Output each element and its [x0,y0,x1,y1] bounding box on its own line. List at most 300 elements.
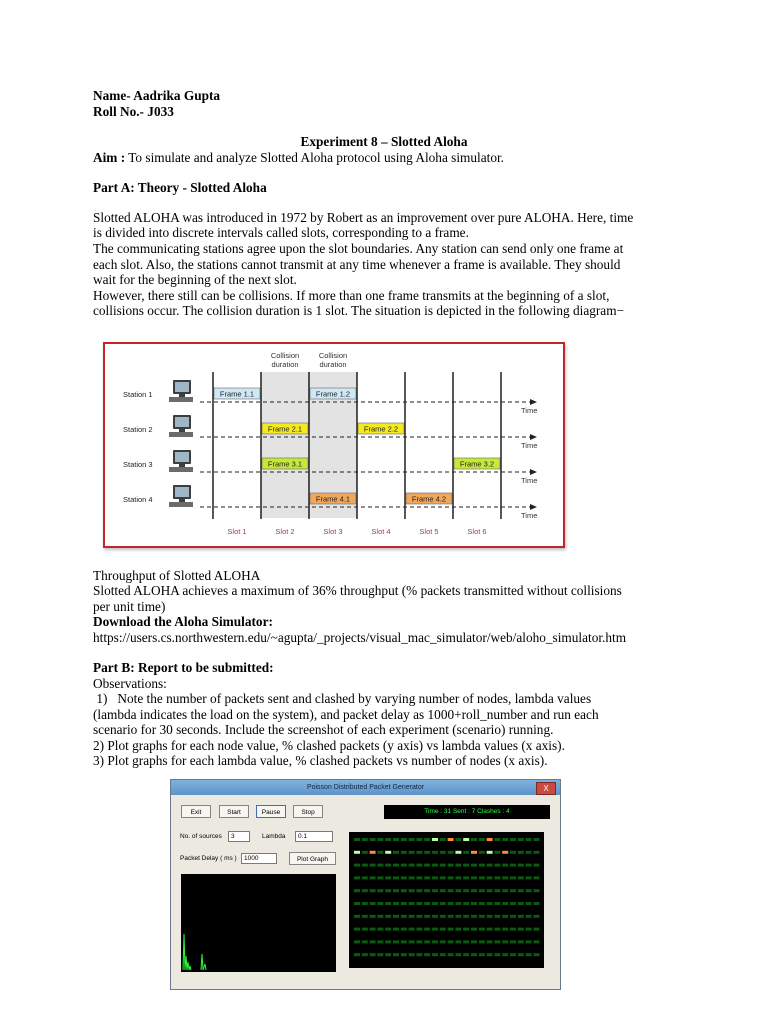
packet-cell [440,940,446,943]
packet-cell [440,876,446,879]
packet-cell [494,940,500,943]
aim-label: Aim : [93,150,126,165]
packet-cell [518,902,524,905]
packet-cell [479,864,485,867]
computer-icon [169,415,193,437]
packet-cell [448,889,454,892]
packet-cell [416,851,422,854]
packet-cell [401,902,407,905]
packet-cell [440,902,446,905]
packet-cell [362,889,368,892]
packet-cell [463,940,469,943]
packet-cell [424,864,430,867]
packet-cell [393,915,399,918]
packet-cell [377,876,383,879]
status-display: Time : 31 Sent : 7 Clashes : 4 [384,805,550,819]
throughput-title: Throughput of Slotted ALOHA [93,568,261,583]
computer-icon [169,485,193,507]
packet-cell [401,889,407,892]
slot-label: Slot 6 [467,527,487,536]
packet-cell [479,902,485,905]
aim-line [93,150,504,165]
stop-button[interactable]: Stop [293,805,323,818]
packet-cell [424,838,430,841]
lambda-input[interactable]: 0.1 [295,831,333,842]
packet-cell [487,953,493,956]
packet-cell [409,915,415,918]
packet-cell [510,876,516,879]
packet-cell [455,851,461,854]
packet-cell [432,915,438,918]
packet-cell [370,902,376,905]
collision-label-1: Collision [270,351,300,360]
packet-cell [401,851,407,854]
instruction-line: scenario for 30 seconds. Include the screenshot of each experiment (scenario) running. [93,722,554,737]
packet-cell [518,940,524,943]
packet-cell [471,902,477,905]
packet-cell [448,915,454,918]
packet-cell [494,889,500,892]
packet-cell [354,940,360,943]
packet-cell [385,838,391,841]
packet-cell [502,864,508,867]
packet-cell [354,838,360,841]
packet-cell [455,928,461,931]
packet-cell [354,864,360,867]
packet-cell [377,864,383,867]
packet-cell [479,915,485,918]
packet-cell [377,851,383,854]
packet-cell [533,838,539,841]
packet-cell [401,876,407,879]
packet-cell [518,889,524,892]
throughput-text: per unit time) [93,599,166,614]
collision-shade-slot2 [261,372,309,518]
packet-cell [502,940,508,943]
packet-cell [354,928,360,931]
packet-cell [409,928,415,931]
packet-cell [370,940,376,943]
packet-cell [471,940,477,943]
packet-cell [455,902,461,905]
theory-line: each slot. Also, the stations cannot transmit at any time whenever a frame is available. They should [93,257,621,272]
packet-cell [518,928,524,931]
packet-cell [526,928,532,931]
packet-cell [487,915,493,918]
packet-cell [385,864,391,867]
packet-cell [432,928,438,931]
packet-cell [463,953,469,956]
packet-cell [416,915,422,918]
delay-label: Packet Delay ( ms ) [180,855,237,862]
packet-cell [354,889,360,892]
experiment-title: Experiment 8 – Slotted Aloha [300,134,468,149]
packet-cell [393,851,399,854]
packet-cell [526,953,532,956]
frame-label: Frame 2.1 [267,424,303,434]
time-label: Time [521,511,538,520]
packet-cell [377,902,383,905]
packet-cell [362,928,368,931]
packet-cell [510,864,516,867]
packet-cell [471,838,477,841]
packet-cell [502,928,508,931]
time-arrows [530,399,537,510]
packet-cell [370,928,376,931]
packet-cell [510,915,516,918]
packet-cell [424,915,430,918]
packet-cell [502,876,508,879]
computer-icon [169,450,193,472]
packet-cell [518,838,524,841]
slot-label: Slot 5 [419,527,439,536]
station-label: Station 3 [123,460,153,469]
packet-cell [533,940,539,943]
packet-cell [502,915,508,918]
slot-label: Slot 3 [323,527,343,536]
packet-cell [526,838,532,841]
packet-cell [463,902,469,905]
packet-cell [455,889,461,892]
packet-cell [448,838,454,841]
frame-label: Frame 2.2 [363,424,399,434]
packet-cell [401,838,407,841]
theory-line: collisions occur. The collision duration is 1 slot. The situation is depicted in the following diagram− [93,303,625,318]
packet-cell [432,953,438,956]
packet-cell [385,902,391,905]
packet-cell [401,953,407,956]
packet-cell [354,915,360,918]
packet-cell [409,864,415,867]
packet-cell [494,928,500,931]
packet-cell [479,889,485,892]
packet-cell [370,851,376,854]
packet-cell [518,915,524,918]
packet-cell [354,953,360,956]
packet-cell [385,876,391,879]
packet-cell [354,851,360,854]
packet-cell [416,902,422,905]
frame-label: Frame 1.1 [219,389,255,399]
packet-cell [533,953,539,956]
part-b-heading: Part B: Report to be submitted: [93,660,274,675]
packet-cell [526,889,532,892]
packet-cell [494,876,500,879]
packet-cell [362,940,368,943]
packet-cell [385,940,391,943]
start-button[interactable]: Start [219,805,249,818]
packet-cell [502,902,508,905]
packet-cell [440,838,446,841]
packet-cell [463,915,469,918]
packet-cell [510,953,516,956]
packet-cell [479,838,485,841]
packet-cell [362,953,368,956]
packet-cell [432,851,438,854]
packet-cell [401,864,407,867]
lambda-label: Lambda [262,833,286,840]
aim-text: To simulate and analyze Slotted Aloha protocol using Aloha simulator. [128,150,504,165]
packet-cell [510,940,516,943]
packet-cell [362,851,368,854]
packet-cell [362,876,368,879]
packet-cell [510,889,516,892]
packet-cell [526,876,532,879]
packet-cell [432,864,438,867]
packet-cell [526,915,532,918]
packet-cell [510,851,516,854]
frame-label: Frame 3.1 [267,459,303,469]
packet-cell [385,915,391,918]
packet-cell [479,940,485,943]
packet-cell [463,928,469,931]
theory-line: However, there still can be collisions. If more than one frame transmits at the beginning of a slot, [93,288,610,303]
slotted-aloha-diagram [103,342,565,548]
packet-cell [409,953,415,956]
packet-cell [377,953,383,956]
packet-cell [455,876,461,879]
packet-cell [518,851,524,854]
packet-cell [471,889,477,892]
packet-cell [401,928,407,931]
frame-label: Frame 4.1 [315,494,351,504]
packet-cell [448,940,454,943]
packet-cell [409,876,415,879]
theory-line: wait for the beginning of the next slot. [93,272,297,287]
packet-cell [440,953,446,956]
packet-cell [455,915,461,918]
packet-cell [440,851,446,854]
packet-cell [471,876,477,879]
packet-cell [393,876,399,879]
packet-cell [494,953,500,956]
packet-cell [401,940,407,943]
packet-cell [533,864,539,867]
packet-cell [502,889,508,892]
packet-cell [377,838,383,841]
sources-label: No. of sources [180,833,222,840]
observations-label: Observations: [93,676,167,691]
packet-cell [487,864,493,867]
packet-cell [393,838,399,841]
packet-cell [393,864,399,867]
packet-cell [487,940,493,943]
packet-cell [370,889,376,892]
packet-cell [424,953,430,956]
packet-cell [463,838,469,841]
collision-label-2: Collision [318,351,348,360]
packet-cell [432,838,438,841]
packet-cell [432,889,438,892]
packet-cell [393,889,399,892]
packet-cell [362,915,368,918]
frame-label: Frame 4.2 [411,494,447,504]
packet-cell [455,864,461,867]
instruction-line: 2) Plot graphs for each node value, % clashed packets (y axis) vs lambda values (x axis). [93,738,565,753]
packet-cell [354,902,360,905]
packet-cell [494,864,500,867]
packet-cell [362,838,368,841]
packet-cell [440,864,446,867]
packet-cell [385,889,391,892]
packet-cell [416,889,422,892]
close-icon[interactable]: X [536,782,556,795]
packet-cell [448,902,454,905]
packet-cell [510,902,516,905]
packet-cell [510,928,516,931]
packet-cell [471,928,477,931]
packet-cell [424,928,430,931]
packet-cell [526,864,532,867]
instruction-line: (lambda indicates the load on the system), and packet delay as 1000+roll_number and run each [93,707,599,722]
packet-cell [377,889,383,892]
packet-cell [385,851,391,854]
packet-cell [510,838,516,841]
roll-number: Roll No.- J033 [93,104,174,119]
packet-cell [401,915,407,918]
frame-label: Frame 1.2 [315,389,351,399]
pause-button[interactable]: Pause [256,805,286,818]
packet-cell [440,928,446,931]
packet-cell [432,940,438,943]
packet-cell [494,838,500,841]
packet-cell [424,902,430,905]
theory-line: The communicating stations agree upon the slot boundaries. Any station can send only one frame at [93,241,624,256]
slot-label: Slot 4 [371,527,391,536]
station-label: Station 2 [123,425,153,434]
packet-cell [448,953,454,956]
packet-cell [416,864,422,867]
packet-cell [409,838,415,841]
packet-cell [533,876,539,879]
packet-cell [479,953,485,956]
packet-cell [370,876,376,879]
packet-cell [440,889,446,892]
packet-cell [448,851,454,854]
packet-cell [479,928,485,931]
station-label: Station 4 [123,495,153,504]
sources-input[interactable]: 3 [228,831,250,842]
simulator-url[interactable]: https://users.cs.northwestern.edu/~agupta/_projects/visual_mac_simulator/web/aloho_simulator.htm [93,630,627,645]
packet-cell [502,953,508,956]
packet-cell [416,838,422,841]
packet-cell [362,902,368,905]
packet-cell [448,864,454,867]
packet-cell [416,928,422,931]
packet-cell [479,851,485,854]
packet-cell [440,915,446,918]
slot-label: Slot 2 [275,527,295,536]
instruction-line: 1) Note the number of packets sent and clashed by varying number of nodes, lambda values [93,691,592,706]
packet-cell [471,864,477,867]
packet-cell [471,953,477,956]
packet-cell [393,953,399,956]
part-a-heading: Part A: Theory - Slotted Aloha [93,180,267,195]
graph-spikes [183,934,206,970]
packet-cell [377,928,383,931]
packet-cell [463,864,469,867]
packet-cell [354,876,360,879]
packet-cell [416,876,422,879]
packet-cell [455,940,461,943]
packet-cell [424,851,430,854]
packet-cell [385,953,391,956]
packet-cell [424,876,430,879]
packet-grid [349,832,544,968]
packet-cell [362,864,368,867]
packet-cell [463,851,469,854]
time-label: Time [521,476,538,485]
theory-line: is divided into discrete intervals called slots, corresponding to a frame. [93,225,469,240]
packet-cell [448,876,454,879]
packet-cell [487,889,493,892]
packet-cell [526,902,532,905]
packet-cell [409,940,415,943]
packet-cell [526,851,532,854]
packet-cell [409,889,415,892]
packet-cell [463,889,469,892]
packet-cell [370,864,376,867]
time-label: Time [521,406,538,415]
packet-cell [533,851,539,854]
packet-cell [518,876,524,879]
collision-label-1b: duration [271,360,299,369]
packet-graph [181,874,336,972]
packet-cell [487,876,493,879]
packet-cell [518,864,524,867]
plot-graph-button[interactable]: Plot Graph [289,852,336,865]
collision-label-2b: duration [319,360,347,369]
packet-cell [424,889,430,892]
theory-line: Slotted ALOHA was introduced in 1972 by Robert as an improvement over pure ALOHA. Here, time [93,210,634,225]
packet-cell [448,928,454,931]
packet-cell [533,928,539,931]
packet-cell [432,902,438,905]
exit-button[interactable]: Exit [181,805,211,818]
computer-icon [169,380,193,402]
packet-cell [393,902,399,905]
time-label: Time [521,441,538,450]
packet-cell [479,876,485,879]
frame-label: Frame 3.2 [459,459,495,469]
packet-cell [370,953,376,956]
packet-cell [487,928,493,931]
station-label: Station 1 [123,390,153,399]
packet-cell [416,940,422,943]
packet-cell [494,915,500,918]
student-name: Name- Aadrika Gupta [93,88,221,103]
packet-cell [409,902,415,905]
packet-cell [455,838,461,841]
packet-cell [487,902,493,905]
slot-label: Slot 1 [227,527,247,536]
packet-cell [533,889,539,892]
packet-cell [455,953,461,956]
packet-cell [432,876,438,879]
packet-cell [377,940,383,943]
simulator-window [170,779,561,990]
delay-input[interactable]: 1000 [241,853,277,864]
download-heading: Download the Aloha Simulator: [93,614,273,629]
packet-cell [518,953,524,956]
packet-cell [370,838,376,841]
packet-cell [393,928,399,931]
packet-cell [533,902,539,905]
packet-cell [409,851,415,854]
simulator-titlebar: Poisson Distributed Packet Generator [171,780,560,795]
time-lines [200,402,530,507]
packet-cell [533,915,539,918]
